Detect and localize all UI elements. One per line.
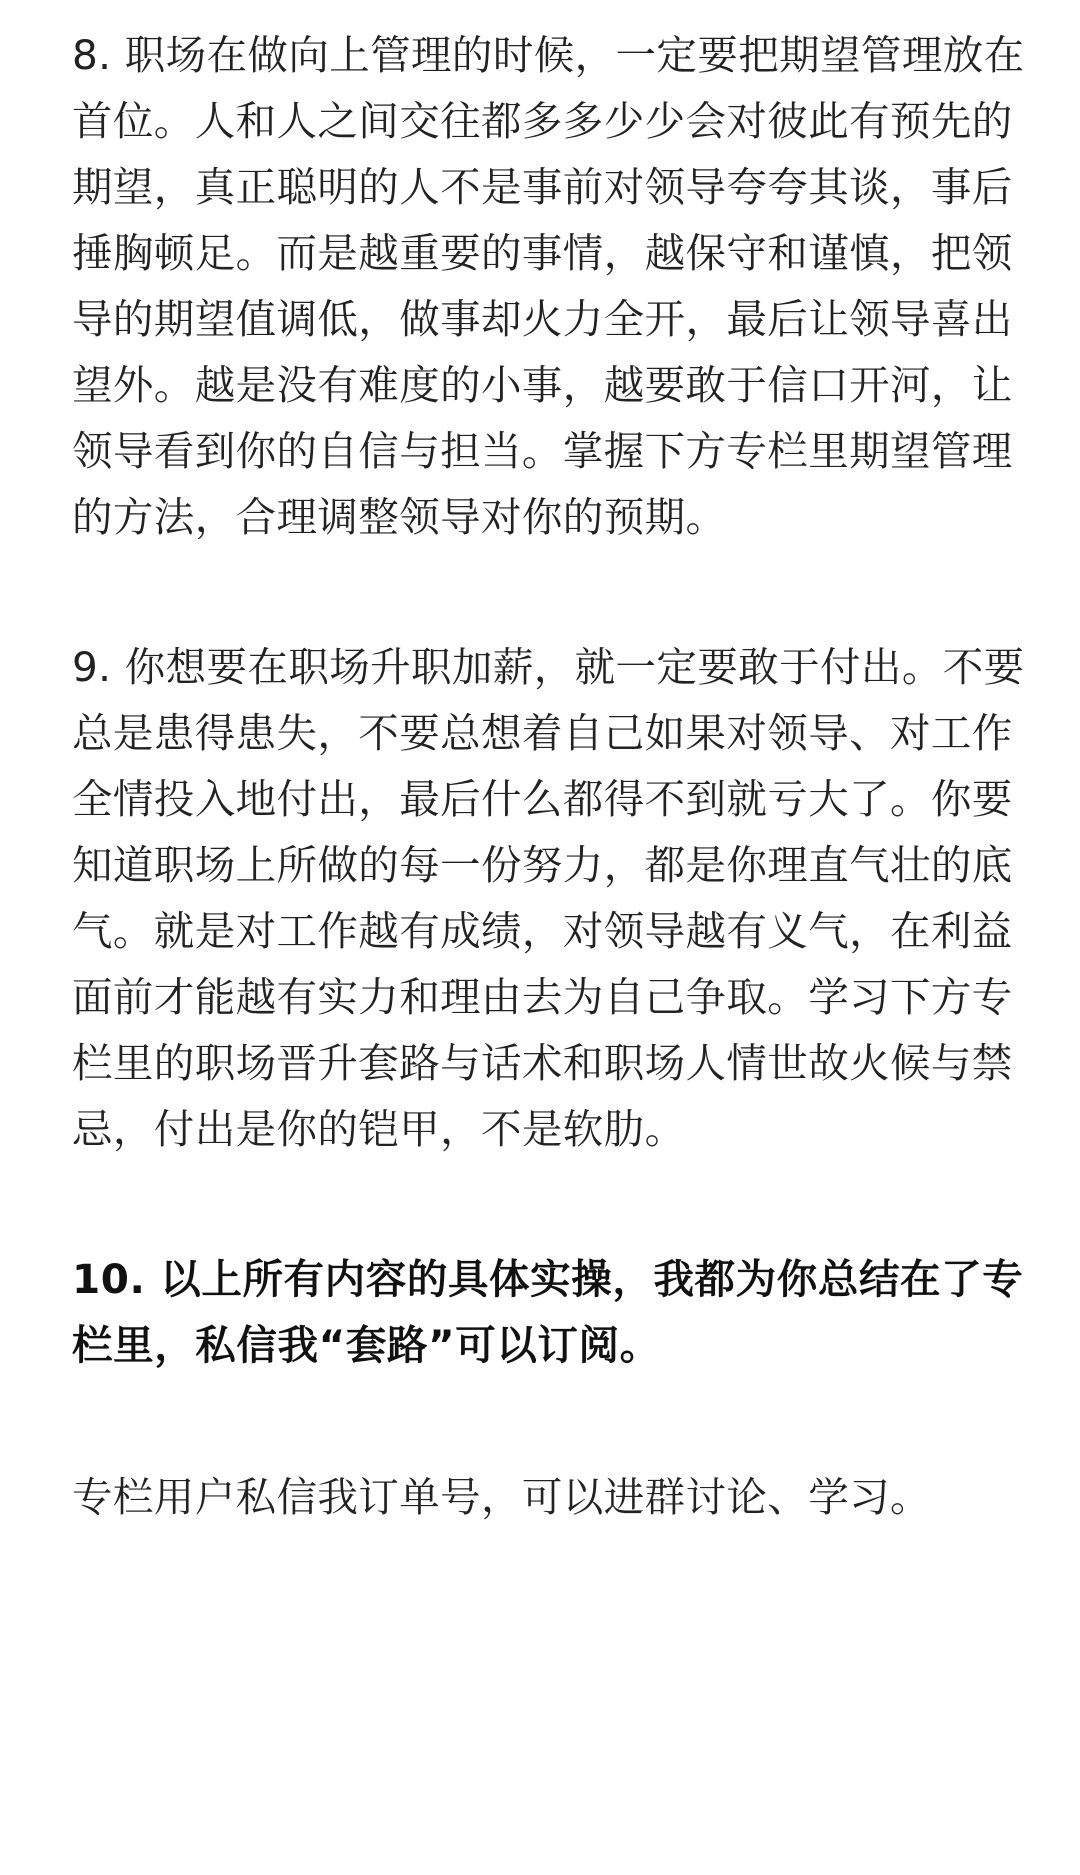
paragraph-8-expectation-management: 8. 职场在做向上管理的时候，一定要把期望管理放在首位。人和人之间交往都多多少少会对彼此有预先的期望，真正聪明的人不是事前对领导夸夸其谈，事后捶胸顿足。而是越重要的事情，越保守和谨慎，把领导的期望值调低，做事却火力全开，最后让领导喜出望外。越是没有难度的小事，越要敢于信口开河，让领导看到你的自信与担当。掌握下方专栏里期望管理的方法，合理调整领导对你的预期。	[72, 31, 1025, 541]
paragraph-9-promotion-effort: 9. 你想要在职场升职加薪，就一定要敢于付出。不要总是患得患失，不要总想着自己如果对领导、对工作全情投入地付出，最后什么都得不到就亏大了。你要知道职场上所做的每一份努力，都是你理直气壮的底气。就是对工作越有成绩，对领导越有义气，在利益面前才能越有实力和理由去为自己争取。学习下方专栏里的职场晋升套路与话术和职场人情世故火候与禁忌，付出是你的铠甲，不是软肋。	[72, 643, 1025, 1153]
article-body	[72, 22, 1032, 1530]
closing-note: 专栏用户私信我订单号，可以进群讨论、学习。	[72, 1473, 931, 1521]
paragraph-10-column-subscription: 10. 以上所有内容的具体实操，我都为你总结在了专栏里，私信我“套路”可以订阅。	[72, 1255, 1024, 1369]
